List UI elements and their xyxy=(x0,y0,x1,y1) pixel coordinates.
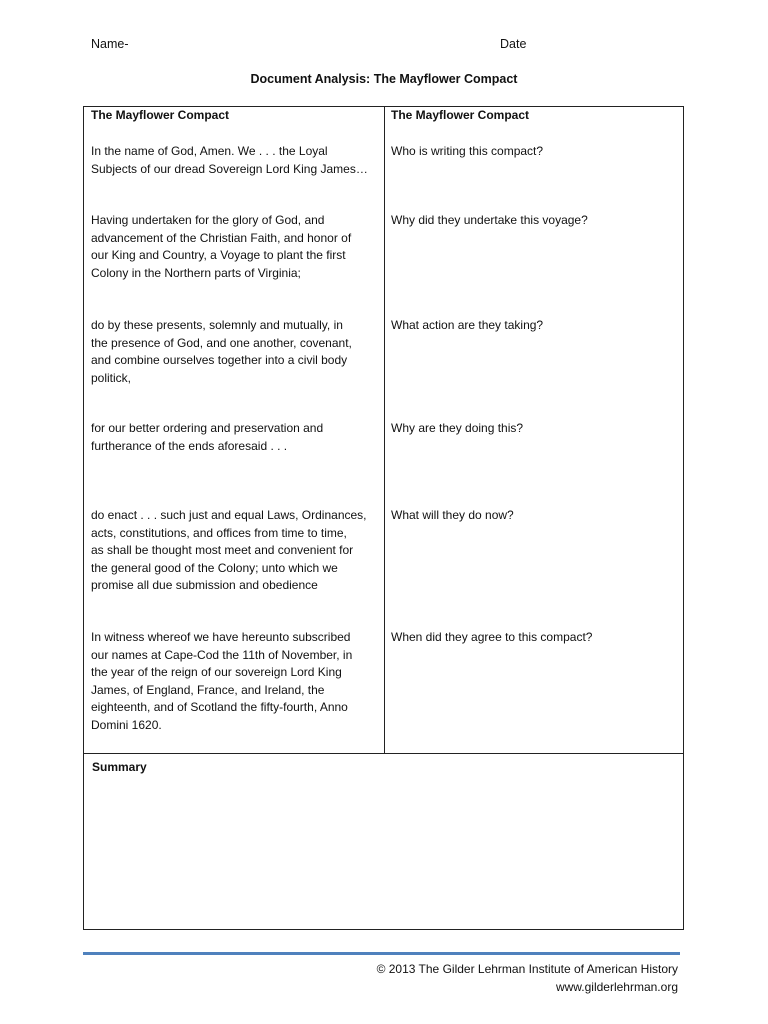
question-3: What action are they taking? xyxy=(391,318,544,332)
footer-website: www.gilderlehrman.org xyxy=(555,980,678,994)
excerpt-4: for our better ordering and preservation and furtherance of the ends aforesaid . . . xyxy=(91,421,324,453)
analysis-table xyxy=(83,106,684,930)
column-divider xyxy=(384,107,385,753)
question-6: When did they agree to this compact? xyxy=(391,630,593,644)
excerpt-6: In witness whereof we have hereunto subscribed our names at Cape-Cod the 11th of November, in the year of the reign of our sovereign Lord King James, of England, France, and Ireland, the eighteenth, and of Scotland the fifty-fourth, Anno Domini 1620. xyxy=(91,630,353,732)
excerpt-1: In the name of God, Amen. We . . . the Loyal Subjects of our dread Sovereign Lord King James… xyxy=(91,144,368,176)
page-title: Document Analysis: The Mayflower Compact xyxy=(250,72,518,86)
left-column-heading: The Mayflower Compact xyxy=(91,108,230,122)
footer-rule xyxy=(83,952,680,955)
question-1: Who is writing this compact? xyxy=(391,144,544,158)
footer-copyright: © 2013 The Gilder Lehrman Institute of American History xyxy=(376,962,678,976)
excerpt-5: do enact . . . such just and equal Laws, Ordinances, acts, constitutions, and offices from time to time, as shall be thought most meet and convenient for the general good of the Colony; unto which we promise all due submission and obedience xyxy=(91,508,367,592)
question-2: Why did they undertake this voyage? xyxy=(391,213,588,227)
summary-divider xyxy=(84,753,683,754)
name-label: Name- xyxy=(91,37,129,51)
summary-label: Summary xyxy=(92,760,147,774)
right-column-heading: The Mayflower Compact xyxy=(391,108,530,122)
date-label: Date xyxy=(500,37,527,51)
excerpt-2: Having undertaken for the glory of God, and advancement of the Christian Faith, and honor of our King and Country, a Voyage to plant the first Colony in the Northern parts of Virginia; xyxy=(91,213,352,280)
question-4: Why are they doing this? xyxy=(391,421,524,435)
question-5: What will they do now? xyxy=(391,508,514,522)
excerpt-3: do by these presents, solemnly and mutually, in the presence of God, and one another, covenant, and combine ourselves together into a civil body politick, xyxy=(91,318,352,385)
